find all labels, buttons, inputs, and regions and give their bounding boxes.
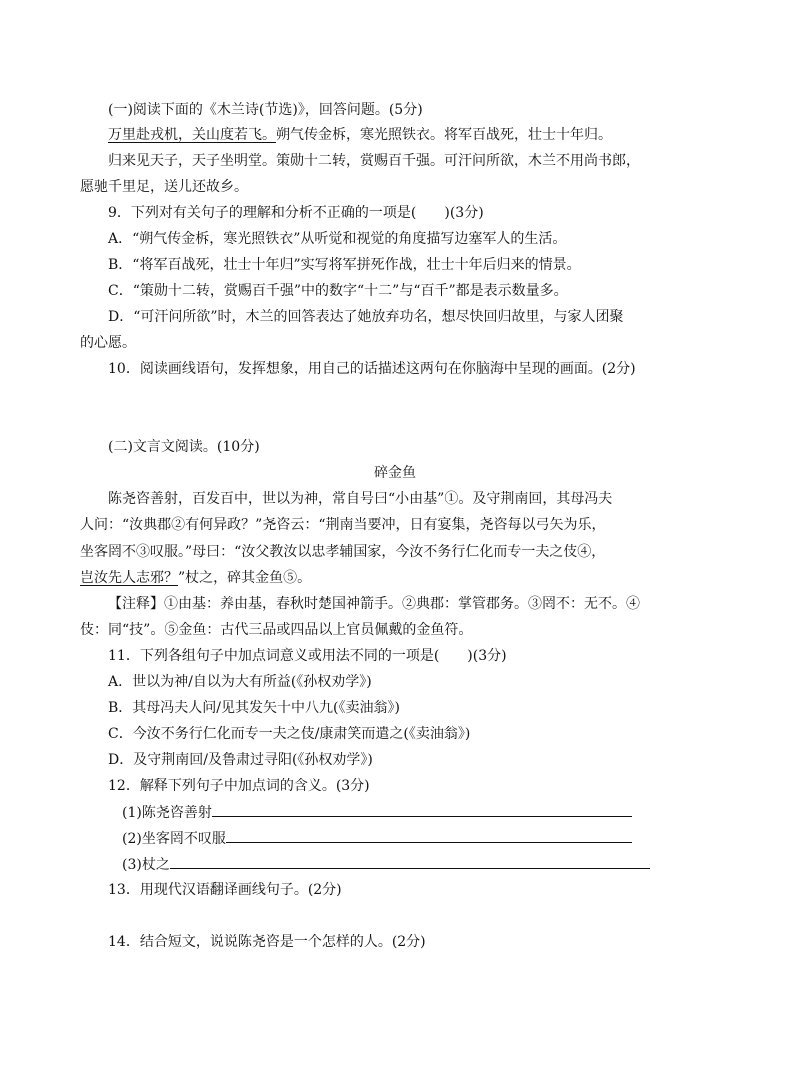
poem-line-2: 归来见天子，天子坐明堂。策勋十二转，赏赐百千强。可汗问所欲，木兰不用尚书郎， xyxy=(108,153,640,169)
q11-option-d: D．及守荆南回/及鲁肃过寻阳(《孙权劝学》) xyxy=(108,752,373,768)
answer-blank-1[interactable] xyxy=(212,802,632,817)
q9-option-b: B．“将军百战死，壮士十年归”实写将军拼死作战，壮士十年后归来的情景。 xyxy=(108,257,581,273)
passage-line-3: 坐客罔不③叹服。”母曰：“汝父教汝以忠孝辅国家，今汝不务行仁化而专一夫之伎④， xyxy=(80,544,606,560)
q9-option-d-continued: 的心愿。 xyxy=(80,335,136,351)
question-9: 9．下列对有关句子的理解和分析不正确的一项是( )(3分) xyxy=(108,205,484,221)
underlined-passage-sentence: 岂汝先人志邪？ xyxy=(80,570,178,586)
question-13: 13．用现代汉语翻译画线句子。(2分) xyxy=(108,882,342,898)
answer-blank-2[interactable] xyxy=(226,828,632,843)
annotation-line-1: 【注释】①由基：养由基，春秋时楚国神箭手。②典郡：掌管郡务。③罔不：无不。④ xyxy=(108,596,640,612)
passage-line-2: 人问：“汝典郡②有何异政？”尧咨云：“荆南当要冲，日有宴集，尧咨每以弓矢为乐， xyxy=(80,517,606,533)
q9-option-a: A．“朔气传金柝，寒光照铁衣”从听觉和视觉的角度描写边塞军人的生活。 xyxy=(108,231,567,247)
question-11: 11．下列各组句子中加点词意义或用法不同的一项是( )(3分) xyxy=(108,648,507,664)
question-10: 10．阅读画线语句，发挥想象，用自己的话描述这两句在你脑海中呈现的画面。(2分) xyxy=(108,361,636,377)
q11-option-a: A．世以为神/自以为大有所益(《孙权劝学》) xyxy=(108,674,372,690)
question-12: 12．解释下列句子中加点词的含义。(3分) xyxy=(108,778,370,794)
answer-blank-3[interactable] xyxy=(170,854,650,869)
q11-option-c: C．今汝不务行仁化而专一夫之伎/康肃笑而遣之(《卖油翁》) xyxy=(108,726,471,742)
q12-item-3: (3)杖之 xyxy=(122,854,662,875)
q11-option-b: B．其母冯夫人问/见其发矢十中八九(《卖油翁》) xyxy=(108,700,400,716)
question-14: 14．结合短文，说说陈尧咨是一个怎样的人。(2分) xyxy=(108,934,426,950)
poem-line-1: 万里赴戎机，关山度若飞。朔气传金柝，寒光照铁衣。将军百战死，壮士十年归。 xyxy=(108,127,612,143)
annotation-line-2: 伎：同“技”。⑤金鱼：古代三品或四品以上官员佩戴的金鱼符。 xyxy=(80,622,473,638)
q9-option-d: D．“可汗问所欲”时，木兰的回答表达了她放弃功名，想尽快回归故里，与家人团聚 xyxy=(108,309,624,325)
q9-option-c: C．“策勋十二转，赏赐百千强”中的数字“十二”与“百千”都是表示数量多。 xyxy=(108,283,568,299)
section2-heading: (二)文言文阅读。(10分) xyxy=(108,439,260,455)
passage-title: 碎金鱼 xyxy=(374,465,416,481)
q12-item-1: (1)陈尧咨善射 xyxy=(122,802,662,823)
section1-heading: (一)阅读下面的《木兰诗(节选)》，回答问题。(5分) xyxy=(108,102,423,118)
passage-line-4: 岂汝先人志邪？”杖之，碎其金鱼⑤。 xyxy=(80,570,312,586)
poem-line-3: 愿驰千里足，送儿还故乡。 xyxy=(80,179,248,195)
q12-item-2: (2)坐客罔不叹服 xyxy=(122,828,662,849)
underlined-poem-sentence: 万里赴戎机，关山度若飞。 xyxy=(108,127,276,143)
passage-line-1: 陈尧咨善射，百发百中，世以为神，常自号曰“小由基”①。及守荆南回，其母冯夫 xyxy=(108,491,613,507)
